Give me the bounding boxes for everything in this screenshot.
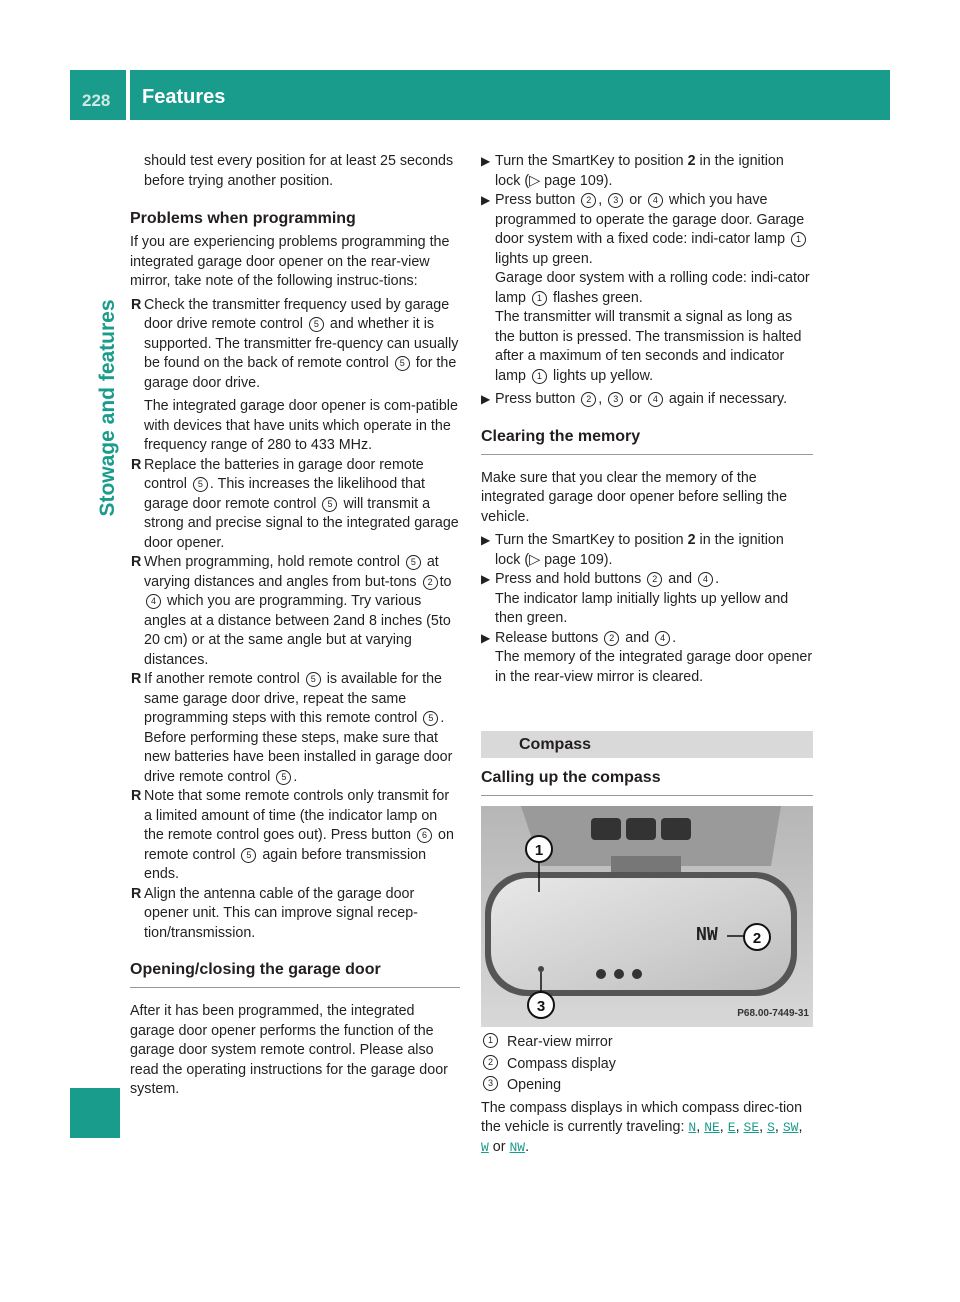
- text: When programming, hold remote control: [144, 554, 400, 570]
- legend-text: Opening: [507, 1077, 562, 1093]
- text: in the ignition lock (: [495, 153, 784, 189]
- step-item: ▶ Press button 2 , 3 or 4 which you have programmed to operate the garage door. Garage door system with a fixed code: indi-cator lamp 1 lights up green.: [481, 192, 805, 267]
- text: which you have programmed to operate the garage door. Garage door system with a fixed code: indi-cator lamp: [495, 192, 805, 247]
- text: or: [629, 391, 642, 407]
- bullet-marker: R: [131, 885, 142, 902]
- mirror-button-icon: [596, 969, 606, 979]
- callout-2: 2: [604, 631, 619, 646]
- text: lights up yellow.: [552, 367, 654, 384]
- callout-5: 5: [406, 555, 421, 570]
- callout-4: 4: [146, 594, 161, 609]
- text: to: [439, 573, 452, 590]
- step-item: ▶ Release buttons 2 and 4 . The memory of the integrated garage door opener in the rear-view mirror is cleared.: [481, 629, 813, 685]
- mirror-button-icon: [632, 969, 642, 979]
- intro-text: should test every position for at least 25 seconds before trying another position.: [144, 153, 454, 189]
- chapter-tab-marker: [70, 1088, 120, 1138]
- list-item: [130, 553, 460, 670]
- arrow-icon: ▶: [481, 572, 491, 586]
- opening-closing-text: After it has been programmed, the integrated garage door opener performs the function of the garage door system remote control. Please also read the operating instructions for the garage door system.: [130, 1003, 448, 1097]
- text: flashes green.: [552, 289, 643, 306]
- mirror-figure: [481, 806, 813, 1027]
- callout-4: 4: [648, 193, 663, 208]
- legend-item: [481, 1033, 813, 1053]
- callout-5: 5: [306, 672, 321, 687]
- direction-e: E: [727, 1120, 736, 1135]
- text: which you are programming. Try various angles at a distance between 2and 8 inches (5to 20 cm) or at the same angle but at varying distances.: [144, 593, 451, 668]
- text: Garage door system with a rolling code: indi-cator lamp: [495, 270, 810, 306]
- header-separator: [126, 70, 130, 120]
- callout-5: 5: [395, 356, 410, 371]
- callout-label-3: 3: [536, 998, 546, 1015]
- step-note: [481, 269, 813, 308]
- callout-3: 3: [608, 392, 623, 407]
- step-item: [481, 152, 813, 191]
- text: Note that some remote controls only transmit for a limited amount of time (the indicator lamp on the remote control goes out). Press button: [144, 788, 450, 843]
- text: at varying distances and angles from but-tons: [144, 554, 439, 590]
- callout-2: 2: [483, 1055, 498, 1070]
- text: again before transmission ends.: [144, 846, 427, 882]
- text: lights up green.: [495, 250, 593, 267]
- legend-item: [481, 1076, 813, 1096]
- list-item: [130, 456, 460, 554]
- left-column: [130, 152, 460, 1100]
- text: If another remote control: [144, 671, 300, 687]
- callout-4: 4: [698, 572, 713, 587]
- arrow-icon: ▶: [481, 392, 491, 406]
- bullet-marker: R: [131, 296, 142, 313]
- console-button-icon: [626, 818, 656, 840]
- callout-5: 5: [276, 770, 291, 785]
- page-ref-icon: ▷: [529, 551, 541, 568]
- direction-nw: NW: [509, 1139, 526, 1155]
- callout-2: 2: [423, 575, 438, 590]
- text: and whether it is supported. The transmitter fre-quency can usually be found on the back of remote control: [144, 316, 459, 371]
- direction-s: S: [767, 1120, 775, 1135]
- bullet-marker: R: [131, 554, 142, 570]
- text: The memory of the integrated garage door opener in the rear-view mirror is cleared.: [495, 649, 813, 685]
- text: . This increases the likelihood that garage door remote control: [144, 476, 426, 512]
- text: The compass displays in which compass direc-tion the vehicle is currently traveling:: [481, 1099, 803, 1135]
- text: Replace the batteries in garage door remote control: [144, 456, 424, 492]
- text: Release buttons: [495, 629, 599, 646]
- step-item: ▶ Press and hold buttons 2 and 4 . The indicator lamp initially lights up yellow and then green.: [481, 571, 789, 626]
- text: . Before performing these steps, make sure that new batteries have been installed in garage door drive remote control: [144, 710, 453, 785]
- bullet-marker: R: [131, 671, 142, 687]
- problems-intro: If you are experiencing problems programming the integrated garage door opener on the rear-view mirror, take note of the following instruc-tions:: [130, 234, 450, 289]
- step-item: [481, 531, 813, 570]
- figure-legend: [481, 1033, 813, 1096]
- list-item: [130, 296, 460, 394]
- console-button-icon: [661, 818, 691, 840]
- text: Turn the SmartKey to position: [495, 153, 684, 169]
- callout-1: 1: [532, 369, 547, 384]
- arrow-icon: ▶: [481, 154, 491, 168]
- callout-2: 2: [647, 572, 662, 587]
- text: on remote control: [144, 827, 454, 863]
- callout-5: 5: [322, 497, 337, 512]
- mirror-button-icon: [614, 969, 624, 979]
- text: will transmit a strong and precise signal to the integrated garage door opener.: [144, 495, 459, 551]
- callout-1: 1: [483, 1033, 498, 1048]
- text: The indicator lamp initially lights up yellow and then green.: [495, 590, 789, 626]
- callout-3: 3: [608, 193, 623, 208]
- text: and: [668, 571, 693, 587]
- callout-5: 5: [193, 477, 208, 492]
- figure-code: P68.00-7449-31: [737, 1007, 809, 1019]
- page-ref-link[interactable]: page 109).: [544, 551, 613, 568]
- position-value: 2: [687, 532, 696, 548]
- text: Turn the SmartKey to position: [495, 532, 684, 548]
- list-item: [130, 787, 460, 885]
- callout-6: 6: [417, 828, 432, 843]
- direction-n: N: [688, 1120, 697, 1135]
- text: is available for the same garage door drive, repeat the same programming steps with this remote control: [144, 671, 442, 726]
- callout-1: 1: [791, 232, 806, 247]
- callout-label-2: 2: [752, 930, 762, 947]
- text: Press button: [495, 391, 576, 407]
- step-item: ▶ Press button 2 , 3 or 4 again if necessary.: [481, 390, 813, 410]
- page-header: [70, 70, 890, 120]
- compass-display: NW: [696, 924, 718, 945]
- clearing-intro: Make sure that you clear the memory of the integrated garage door opener before selling the vehicle.: [481, 469, 788, 525]
- compass-description: The compass displays in which compass direc-tion the vehicle is currently traveling: N, NE, E, SE, S, SW, W or NW.: [481, 1099, 803, 1155]
- callout-2: 2: [581, 392, 596, 407]
- text: Check the transmitter frequency used by garage door drive remote control: [144, 296, 450, 332]
- step-note: [481, 308, 813, 386]
- sensor-opening: [538, 966, 544, 972]
- legend-text: Rear-view mirror: [507, 1034, 613, 1050]
- callout-4: 4: [648, 392, 663, 407]
- heading-clearing-memory: Clearing the memory: [481, 426, 813, 455]
- callout-5: 5: [423, 711, 438, 726]
- page-ref-link[interactable]: page 109).: [544, 172, 613, 189]
- list-item: R If another remote control 5 is available for the same garage door drive, repeat the same programming steps with this remote control 5 . Before performing these steps, make sure that new batteries have been installed in garage door drive remote control 5 .: [131, 671, 453, 785]
- arrow-icon: ▶: [481, 193, 491, 207]
- bullet-marker: R: [131, 456, 142, 473]
- callout-label-1: 1: [534, 842, 544, 859]
- heading-calling-compass: Calling up the compass: [481, 767, 813, 796]
- callout-2: 2: [581, 193, 596, 208]
- page-ref-icon: ▷: [529, 172, 541, 189]
- callout-1: 1: [532, 291, 547, 306]
- text: for the garage door drive.: [144, 355, 457, 391]
- text: Align the antenna cable of the garage door opener unit. This can improve signal recep-tion/transmission.: [144, 885, 418, 941]
- position-value: 2: [687, 153, 696, 169]
- section-compass: Compass: [481, 731, 813, 758]
- legend-item: [481, 1055, 813, 1075]
- bullet-marker: R: [131, 788, 142, 804]
- right-column: [481, 152, 813, 1157]
- chapter-tab-label: Stowage and features: [96, 299, 119, 517]
- heading-opening-closing: Opening/closing the garage door: [130, 959, 460, 988]
- arrow-icon: ▶: [481, 533, 491, 547]
- text: Press and hold buttons: [495, 571, 642, 587]
- direction-sw: SW: [782, 1120, 799, 1135]
- callout-3: 3: [483, 1076, 498, 1091]
- callout-5: 5: [309, 317, 324, 332]
- frequency-note: The integrated garage door opener is com-patible with devices that have units which operate in the frequency range of 280 to 433 MHz.: [144, 398, 458, 453]
- text: or: [629, 192, 642, 208]
- direction-ne: NE: [704, 1120, 720, 1135]
- arrow-icon: ▶: [481, 630, 491, 645]
- text: or: [492, 1138, 506, 1155]
- list-item: [130, 885, 460, 944]
- text: Press button: [495, 192, 576, 208]
- page-number: 228: [82, 91, 111, 110]
- text: again if necessary.: [668, 391, 788, 407]
- text: in the ignition lock (: [495, 532, 784, 568]
- legend-text: Compass display: [507, 1055, 616, 1072]
- callout-5: 5: [241, 848, 256, 863]
- console-button-icon: [591, 818, 621, 840]
- direction-w: W: [481, 1139, 489, 1155]
- page-title: Features: [142, 86, 226, 108]
- text: The transmitter will transmit a signal as long as the button is pressed. The transmission is halted after a maximum of ten seconds and indicator lamp: [495, 309, 802, 384]
- mirror-illustration: [481, 806, 813, 1027]
- direction-se: SE: [743, 1120, 760, 1135]
- text: and: [625, 629, 650, 646]
- heading-problems: Problems when programming: [130, 210, 356, 227]
- callout-4: 4: [655, 631, 670, 646]
